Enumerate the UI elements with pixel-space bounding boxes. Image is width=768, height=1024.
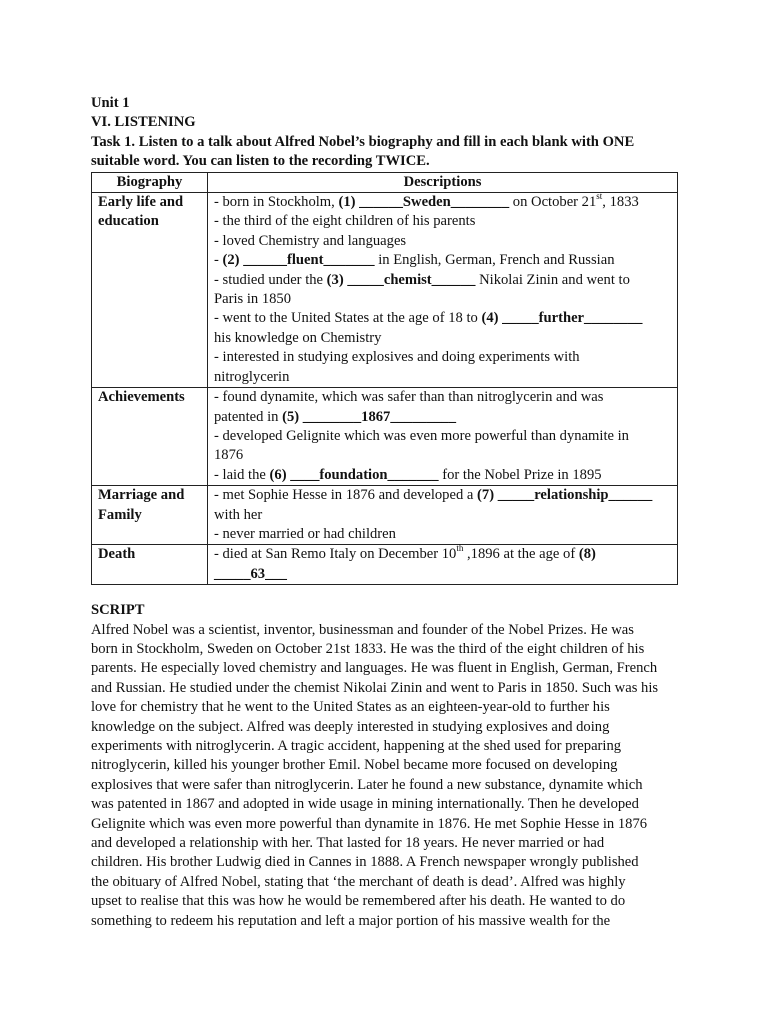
script-text — [91, 621, 679, 932]
description-text: - never married or had children — [214, 525, 396, 542]
description-line — [214, 446, 677, 465]
description-line — [214, 193, 677, 212]
script-line: explosives that were safer than nitroglycerin. Later he found a new substance, dynamite which — [91, 776, 643, 793]
script-line: parents. He especially loved chemistry and languages. He was fluent in English, German, French — [91, 660, 658, 677]
biography-table — [91, 172, 678, 586]
description-text: 1876 — [214, 447, 244, 464]
description-line — [214, 368, 677, 387]
ordinal-suffix: st — [596, 191, 603, 202]
table-header-row — [92, 172, 678, 192]
blank-number: (5) — [282, 408, 300, 425]
description-line — [214, 466, 677, 485]
description-line — [214, 388, 677, 407]
blank-number: (8) — [578, 546, 596, 563]
description-line — [214, 309, 677, 328]
description-text: , 1833 — [602, 194, 639, 211]
description-text: his knowledge on Chemistry — [214, 329, 382, 346]
biography-category: Achievements — [92, 388, 208, 486]
blank-number: (6) — [269, 466, 287, 483]
script-line: love for chemistry that he went to the United States as an eighteen-year-old to further his — [91, 699, 610, 716]
script-line: experiments with nitroglycerin. A tragic accident, happening at the shed used for preparing — [91, 738, 622, 754]
description-text: patented in — [214, 408, 283, 425]
description-line — [214, 427, 677, 446]
description-text: nitroglycerin — [214, 368, 290, 385]
script-line: was patented in 1867 and adopted in wide usage in mining internationally. Then he developed — [91, 796, 639, 813]
script-line: the obituary of Alfred Nobel, stating that ‘the merchant of death is dead’. Alfred was highly — [91, 873, 626, 890]
blank-answer: ______Sweden________ — [355, 194, 510, 211]
description-line — [214, 348, 677, 367]
blank-number: (2) — [222, 252, 240, 269]
table-row — [92, 486, 678, 545]
blank-number: (4) — [481, 310, 499, 327]
biography-category: Death — [92, 545, 208, 585]
description-line — [214, 565, 677, 584]
description-cell — [208, 486, 678, 545]
script-line: children. His brother Ludwig died in Cannes in 1888. A French newspaper wrongly published — [91, 854, 639, 871]
description-text: with her — [214, 506, 263, 523]
script-line: Alfred Nobel was a scientist, inventor, businessman and founder of the Nobel Prizes. He was — [91, 621, 634, 638]
biography-category: Marriage and Family — [92, 486, 208, 545]
description-text: Paris in 1850 — [214, 291, 292, 308]
table-row — [92, 388, 678, 486]
description-text: - the third of the eight children of his parents — [214, 213, 476, 230]
description-text: on October 21 — [509, 194, 597, 211]
document-page — [91, 94, 679, 931]
blank-answer: ________1867_________ — [299, 408, 457, 425]
table-row — [92, 193, 678, 388]
description-line — [214, 271, 677, 290]
description-line — [214, 251, 677, 270]
column-header-descriptions: Descriptions — [208, 172, 678, 192]
description-cell — [208, 388, 678, 486]
description-text: Nikolai Zinin and went to — [475, 271, 630, 288]
script-line: Gelignite which was even more powerful than dynamite in 1876. He met Sophie Hesse in 1876 — [91, 815, 648, 832]
script-line: and developed a relationship with her. That lasted for 18 years. He never married or had — [91, 835, 605, 852]
unit-heading: Unit 1 — [91, 95, 130, 111]
task-instructions: Task 1. Listen to a talk about Alfred Nobel’s biography and fill in each blank with ONE suitable word. You can listen to the recording TWICE. — [91, 133, 635, 170]
description-text: - loved Chemistry and languages — [214, 232, 407, 249]
section-heading: VI. LISTENING — [91, 114, 196, 131]
script-line: something to redeem his reputation and left a major portion of his massive wealth for the — [91, 912, 611, 929]
table-row — [92, 545, 678, 585]
description-text: ,1896 at the age of — [463, 546, 579, 563]
blank-answer: ____foundation_______ — [286, 466, 439, 483]
column-header-biography: Biography — [92, 172, 208, 192]
script-line: born in Stockholm, Sweden on October 21st 1833. He was the third of the eight children of his — [91, 640, 645, 657]
script-line: upset to realise that this was how he would be remembered after his death. He wanted to do — [91, 893, 626, 910]
biography-category: Early life and education — [92, 193, 208, 388]
description-text: in English, German, French and Russian — [374, 252, 615, 269]
description-line — [214, 545, 677, 564]
blank-answer: _____chemist______ — [343, 271, 476, 288]
description-line — [214, 486, 677, 505]
blank-number: (3) — [326, 271, 344, 288]
blank-answer: _____relationship______ — [494, 487, 653, 504]
description-text: - studied under the — [214, 271, 327, 288]
description-text: - met Sophie Hesse in 1876 and developed a — [214, 487, 478, 504]
description-line — [214, 232, 677, 251]
description-text: - — [214, 252, 223, 269]
blank-answer: _____63___ — [214, 565, 287, 582]
blank-number: (1) — [338, 194, 356, 211]
description-text: for the Nobel Prize in 1895 — [438, 466, 602, 483]
description-text: - laid the — [214, 466, 270, 483]
description-text: - developed Gelignite which was even more powerful than dynamite in — [214, 427, 629, 444]
description-line — [214, 506, 677, 525]
description-line — [214, 525, 677, 544]
script-line: and Russian. He studied under the chemist Nikolai Zinin and went to Paris in 1850. Such was his — [91, 679, 659, 696]
blank-answer: ______fluent_______ — [239, 252, 375, 269]
description-line — [214, 329, 677, 348]
description-cell — [208, 193, 678, 388]
description-line — [214, 212, 677, 231]
ordinal-suffix: th — [456, 543, 464, 554]
description-line — [214, 408, 677, 427]
blank-number: (7) — [477, 487, 495, 504]
script-line: nitroglycerin, killed his younger brother Emil. Nobel became more focused on developing — [91, 757, 618, 774]
blank-answer: _____further________ — [498, 310, 643, 327]
script-heading: SCRIPT — [91, 602, 145, 619]
description-text: - born in Stockholm, — [214, 194, 339, 211]
description-text: - found dynamite, which was safer than than nitroglycerin and was — [214, 389, 604, 406]
description-line — [214, 290, 677, 309]
description-text: - died at San Remo Italy on December 10 — [214, 546, 457, 563]
description-text: - went to the United States at the age of 18 to — [214, 310, 482, 327]
script-line: knowledge on the subject. Alfred was deeply interested in studying explosives and doing — [91, 718, 610, 735]
description-cell — [208, 545, 678, 585]
description-text: - interested in studying explosives and doing experiments with — [214, 349, 580, 366]
